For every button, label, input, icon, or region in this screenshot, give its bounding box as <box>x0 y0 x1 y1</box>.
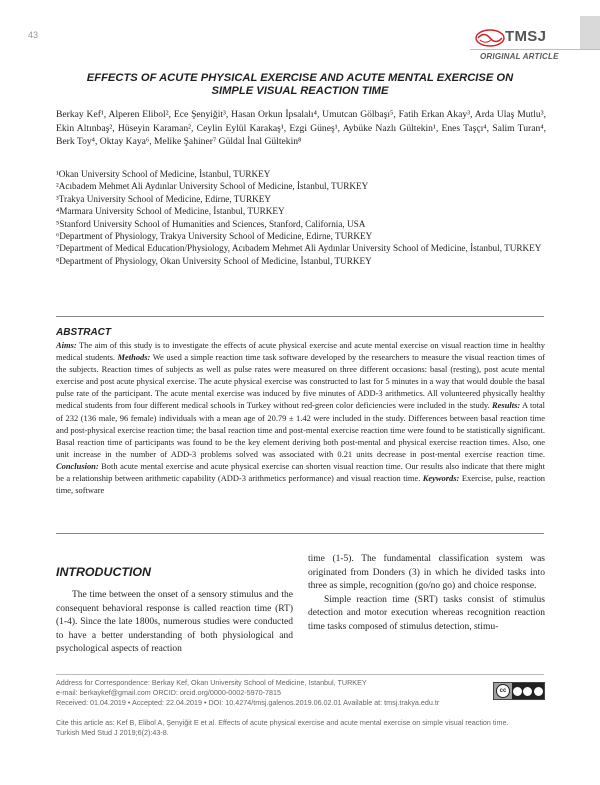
affiliation-item: ⁵Stanford University School of Humanities and Sciences, Stanford, California, USA <box>56 218 366 229</box>
article-type-label: ORIGINAL ARTICLE <box>480 52 559 61</box>
aims-text: The aim of this study is to investigate the effects of acute physical exercise and acute mental exercise on visual reaction time in healthy medical students. <box>56 340 545 363</box>
noncommercial-icon <box>523 687 532 696</box>
license-terms-icons <box>512 683 544 699</box>
article-title-line-2: SIMPLE VISUAL REACTION TIME <box>211 85 389 97</box>
page-number: 43 <box>28 30 39 40</box>
body-column-right <box>308 553 545 634</box>
body-column-left <box>56 589 293 657</box>
body-paragraph: The time between the onset of a sensory stimulus and the consequent behavioral response is called reaction time (RT) (1-4). Since the late 1800s, numerous studies were conducted to have a better understanding of both physiological and psychological aspects of reaction <box>56 590 293 654</box>
body-paragraph: Simple reaction time (SRT) tasks consist of stimulus detection and motor execution whereas recognition reaction time tasks composed of stimulus detection, stimu- <box>308 594 545 632</box>
keywords-label: Keywords: <box>420 473 460 484</box>
abstract-bottom-divider <box>56 533 544 534</box>
noderivatives-icon <box>534 687 543 696</box>
body-paragraph: time (1-5). The fundamental classification system was originated from Donders (3) in which he divided tasks into three as simple, recognition (go/no go) and choice response. <box>308 554 545 591</box>
footer-divider <box>56 674 544 675</box>
aims-label: Aims: <box>56 340 77 350</box>
author-list: Berkay Kef¹, Alperen Elibol², Ece Şenyiğit³, Hasan Orkun İpsalalı⁴, Umutcan Gölbaşı⁵, Fatih Erkan Akay³, Arda Ulaş Mutlu³, Ekin Altınbaş², Hüseyin Karaman², Ceylin Eylül Karakaş¹, Ezgi Güneş¹, Aybüke Nazlı Gültekin¹, Enes Taşçı⁴, Salim Turan⁴, Berk Toy⁴, Oktay Kaya⁶, Melike Şahiner⁷ Güldal İnal Gültekin⁸ <box>56 109 546 147</box>
affiliation-item: ⁸Department of Physiology, Okan University School of Medicine, İstanbul, TURKEY <box>56 255 372 266</box>
journal-logo-text: TMSJ <box>505 28 547 45</box>
conclusion-label: Conclusion: <box>56 460 99 471</box>
cc-icon: cc <box>496 684 510 698</box>
correspondence-block <box>56 678 486 708</box>
abstract-body <box>56 339 545 496</box>
affiliation-item: ¹Okan University School of Medicine, İstanbul, TURKEY <box>56 169 271 179</box>
citation-line-1: Cite this article as: Kef B, Elibol A, Şenyiğit E et al. Effects of acute physical exercise and acute mental exercise on simple visual reaction time. <box>56 718 509 727</box>
correspondence-email: e-mail: berkaykef@gmail.com ORCID: orcid.org/0000-0002-5970-7815 <box>56 688 282 697</box>
methods-text: We used a simple reaction time task software developed by the researchers to measure the visual reaction times of the subjects. Reaction times of subjects as well as pulse rates were measured on three different occasions: basal (resting), post acute mental exercise and post acute physical exercise. The acute physical exercise was constructed to last for 5 minutes in a way that would double the basal pulse rate of the participant. The acute mental exercise was induced by five minutes of ADD-3 arithmetics. All volunteered physically healthy medical students from four different medical schools in Turkey without red-green color deficiencies were included in the study. <box>56 352 545 411</box>
introduction-heading: INTRODUCTION <box>56 565 151 579</box>
keywords-text: Exercise, pulse, reaction time, software <box>56 473 546 496</box>
header-divider <box>470 49 600 50</box>
creative-commons-license-badge <box>493 682 545 700</box>
article-title <box>50 72 550 98</box>
affiliation-list <box>56 168 546 267</box>
affiliation-item: ⁴Marmara University School of Medicine, İstanbul, TURKEY <box>56 206 285 217</box>
side-tab-decoration <box>580 16 600 50</box>
attribution-icon <box>513 687 522 696</box>
results-text: A total of 232 (136 male, 96 female) individuals with a mean age of 20.79 ± 1.42 were included in the study. Differences between basal reaction time and post-physical exercise reaction time; the basal reaction time and post-mental exercise reaction time were found to be statistically significant. Basal reaction time of participants was found to be the key element deriving both post-mental and physical exercise reaction times. Also, one unit increase in the number of ADD-3 problems solved was associated with 0.21 units decrease in post-mental exercise reaction time. <box>56 400 545 459</box>
publication-dates: Received: 01.04.2019 • Accepted: 22.04.2019 • DOI: 10.4274/tmsj.galenos.2019.06.02.01 Available at: tmsj.trakya.edu.tr <box>56 698 440 707</box>
affiliation-item: ⁶Department of Physiology, Trakya University School of Medicine, Edirne, TURKEY <box>56 231 373 242</box>
article-title-line-1: EFFECTS OF ACUTE PHYSICAL EXERCISE AND ACUTE MENTAL EXERCISE ON <box>86 72 514 84</box>
abstract-top-divider <box>56 316 544 317</box>
methods-label: Methods: <box>115 352 151 363</box>
affiliation-item: ²Acıbadem Mehmet Ali Aydınlar University School of Medicine, İstanbul, TURKEY <box>56 181 369 192</box>
citation-line-2: Turkish Med Stud J 2019;6(2):43-8. <box>56 728 169 737</box>
affiliation-item: ⁷Department of Medical Education/Physiology, Acıbadem Mehmet Ali Aydınlar University School of Medicine, İstanbul, TURKEY <box>56 243 542 254</box>
correspondence-address: Address for Correspondence: Berkay Kef, Okan University School of Medicine, Istanbul, TURKEY <box>56 678 367 687</box>
abstract-heading: ABSTRACT <box>56 327 111 338</box>
affiliation-item: ³Trakya University School of Medicine, Edirne, TURKEY <box>56 193 272 204</box>
results-label: Results: <box>489 400 521 411</box>
citation-block <box>56 718 509 738</box>
conclusion-text: Both acute mental exercise and acute physical exercise can shorten visual reaction time. Our results also indicate that there might be a relationship between arithmetic capability (ADD-3 arithmetics performance) and visual reaction time. <box>56 460 545 484</box>
